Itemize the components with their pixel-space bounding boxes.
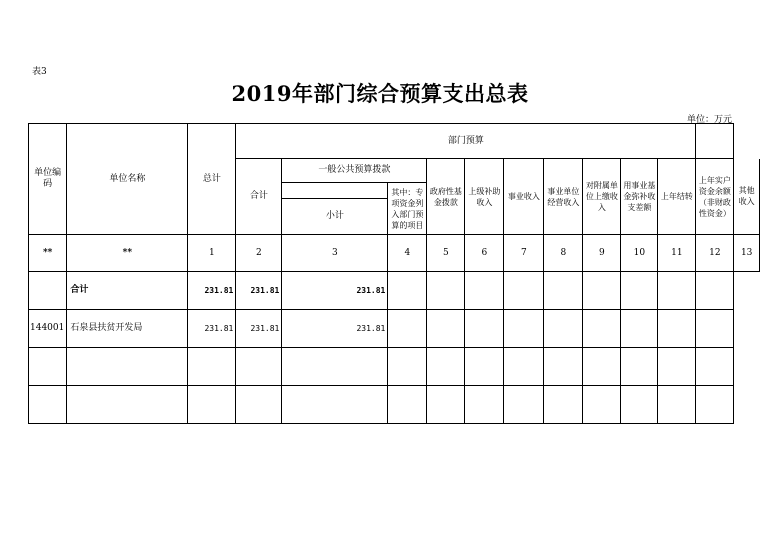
index-cell: 6 <box>465 235 504 272</box>
header-career-fund: 用事业基金弥补收支差额 <box>621 159 658 235</box>
header-gov-fund: 政府性基金拨款 <box>427 159 465 235</box>
index-cell: 11 <box>658 235 696 272</box>
unit-label: 单位：万元 <box>686 115 732 125</box>
header-dept-budget: 部门预算 <box>236 124 696 159</box>
unit-code-cell: 144001 <box>29 310 67 348</box>
table-row <box>29 310 760 348</box>
header-superior-subsidy: 上级补助收入 <box>465 159 504 235</box>
index-cell: ** <box>29 235 67 272</box>
header-general-gap <box>282 183 388 199</box>
unit-code-cell <box>29 272 67 310</box>
budget-expenditure-table <box>28 123 760 424</box>
unit-name-cell: 合计 <box>67 272 188 310</box>
index-cell: 3 <box>282 235 388 272</box>
header-subtotal: 小计 <box>282 199 388 235</box>
sum-cell: 231.81 <box>236 310 282 348</box>
index-cell: 2 <box>236 235 282 272</box>
index-cell: 9 <box>583 235 621 272</box>
header-career-income: 事业收入 <box>504 159 544 235</box>
index-cell: 5 <box>427 235 465 272</box>
empty-cell <box>658 310 696 348</box>
header-prev-balance: 上年实户资金余额（非财政性资金） <box>696 159 734 235</box>
empty-cell <box>621 310 658 348</box>
table-number-label: 表3 <box>32 67 47 77</box>
empty-cell <box>427 272 465 310</box>
sum-cell: 231.81 <box>236 272 282 310</box>
index-cell: ** <box>67 235 188 272</box>
empty-cell <box>583 310 621 348</box>
empty-cell <box>388 272 427 310</box>
header-business-income: 事业单位经营收入 <box>544 159 583 235</box>
total-cell: 231.81 <box>188 272 236 310</box>
header-other-income: 其他收入 <box>734 159 760 235</box>
index-cell: 4 <box>388 235 427 272</box>
subtotal-cell: 231.81 <box>282 310 388 348</box>
table-row-empty <box>29 386 760 424</box>
header-total: 总计 <box>188 124 236 235</box>
index-cell: 12 <box>696 235 734 272</box>
empty-cell <box>388 310 427 348</box>
total-cell: 231.81 <box>188 310 236 348</box>
empty-cell <box>696 310 734 348</box>
empty-cell <box>583 272 621 310</box>
header-sum: 合计 <box>236 159 282 235</box>
header-affiliated-income: 对附属单位上缴收入 <box>583 159 621 235</box>
index-cell: 13 <box>734 235 760 272</box>
empty-cell <box>465 310 504 348</box>
subtotal-cell: 231.81 <box>282 272 388 310</box>
index-cell: 10 <box>621 235 658 272</box>
empty-cell <box>544 310 583 348</box>
header-unit-code: 单位编码 <box>29 124 67 235</box>
empty-cell <box>504 310 544 348</box>
empty-cell <box>658 272 696 310</box>
unit-name-cell: 石泉县扶贫开发局 <box>67 310 188 348</box>
index-cell: 1 <box>188 235 236 272</box>
empty-cell <box>621 272 658 310</box>
index-cell: 8 <box>544 235 583 272</box>
empty-cell <box>544 272 583 310</box>
empty-cell <box>504 272 544 310</box>
header-carryover: 上年结转 <box>658 159 696 235</box>
index-row <box>29 235 760 272</box>
header-other-blank <box>696 124 734 159</box>
index-cell: 7 <box>504 235 544 272</box>
header-special: 其中：专项资金列入部门预算的项目 <box>388 183 427 235</box>
header-general-public: 一般公共预算拨款 <box>282 159 427 183</box>
table-row-total <box>29 272 760 310</box>
empty-cell <box>465 272 504 310</box>
header-unit-name: 单位名称 <box>67 124 188 235</box>
table-row-empty <box>29 348 760 386</box>
empty-cell <box>427 310 465 348</box>
empty-cell <box>696 272 734 310</box>
document-title: 2019年部门综合预算支出总表 <box>231 81 529 106</box>
